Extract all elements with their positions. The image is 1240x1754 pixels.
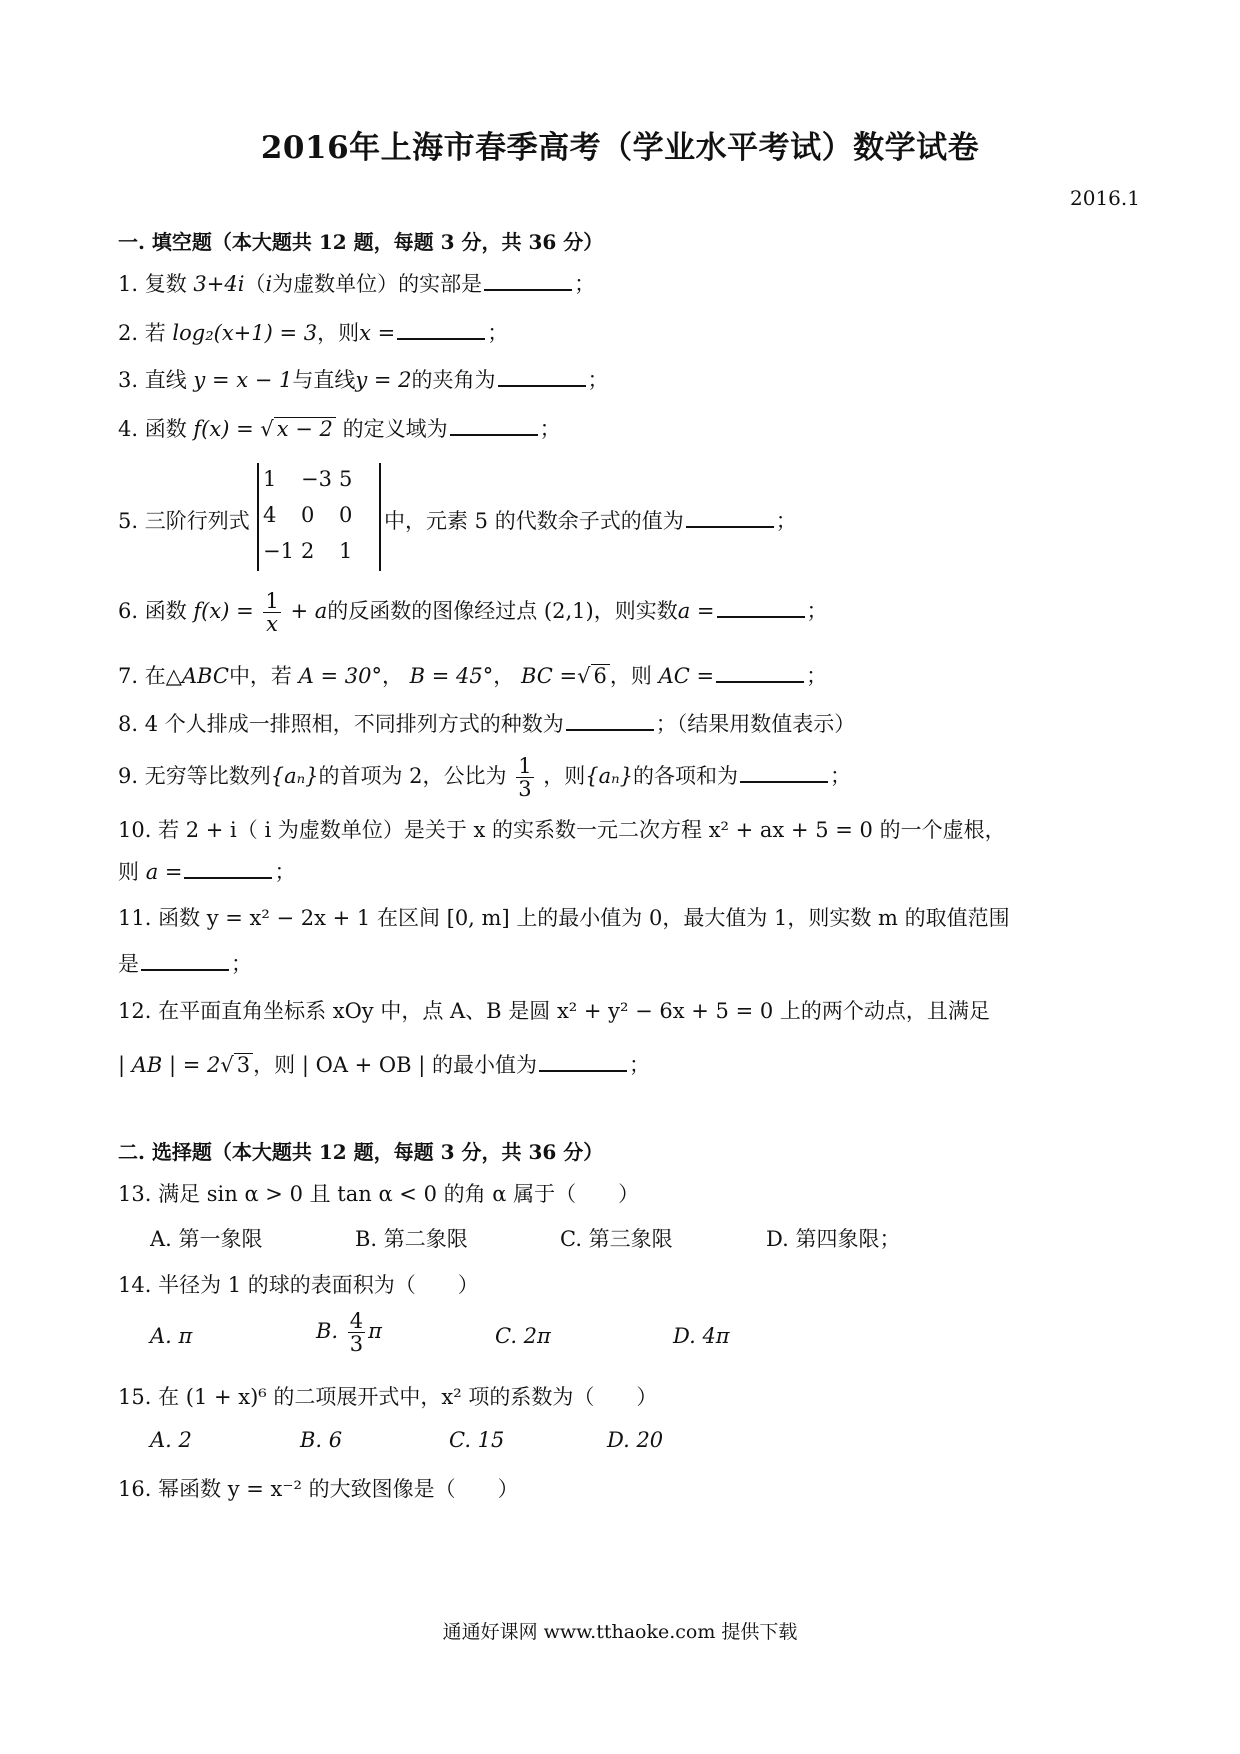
question-4 (118, 413, 561, 443)
q2-mid: ，则 (317, 321, 360, 345)
q11-end: ； (231, 952, 252, 976)
fraction-numerator: 4 (349, 1309, 364, 1333)
answer-blank (397, 320, 485, 340)
q3-mid: 与直线 (292, 368, 356, 392)
det-cell: 2 (301, 539, 315, 563)
exam-date: 2016.1 (1070, 186, 1140, 210)
q9-text: 的各项和为 (633, 764, 739, 788)
q4-text: 的定义域为 (342, 417, 448, 441)
fraction (516, 755, 533, 800)
q5-end: ； (775, 509, 797, 533)
question-14: 14. 半径为 1 的球的表面积为（ ） (118, 1273, 479, 1297)
determinant (257, 463, 381, 571)
option-a: A. 2 (150, 1428, 192, 1452)
q6-expr: f(x) = (193, 599, 254, 623)
answer-blank (484, 271, 572, 291)
fraction-denominator: x (266, 612, 278, 636)
q1-i: i (265, 272, 273, 296)
fraction-denominator: 3 (518, 777, 532, 801)
q7-bc: BC = (520, 664, 578, 688)
question-16: 16. 幂函数 y = x⁻² 的大致图像是（ ） (118, 1477, 519, 1501)
page-title: 2016年上海市春季高考（学业水平考试）数学试卷 (260, 130, 980, 166)
q7-mid: 中，若 (228, 664, 292, 688)
q1-expr: 3+4i (193, 272, 245, 296)
det-cell: −3 (301, 467, 332, 491)
question-3 (118, 364, 609, 394)
option-d: D. 第四象限； (766, 1227, 901, 1251)
q2-expr: log₂(x+1) = 3 (172, 321, 318, 345)
question-7: 7. 在△ABC中，若 A = 30°， B = 45°， BC =√ 6 ，则 AC = ； (118, 664, 828, 688)
determinant-row (263, 539, 375, 569)
answer-blank (686, 508, 774, 528)
determinant-row (263, 467, 375, 497)
q7-radicand: 6 (591, 664, 610, 687)
answer-blank (740, 763, 828, 783)
question-1 (118, 268, 595, 298)
fraction (348, 1310, 365, 1355)
q8-text: 8. 4 个人排成一排照相，不同排列方式的种数为 (118, 712, 564, 736)
option-b: B. 第二象限 (355, 1227, 468, 1251)
sqrt-sign: √ (260, 417, 274, 441)
q10-prefix: 则 (118, 860, 139, 884)
q3-prefix: 3. 直线 (118, 368, 187, 392)
question-8 (118, 708, 855, 738)
q6-plus: + a (290, 599, 328, 623)
det-cell: 0 (301, 503, 315, 527)
q2-prefix: 2. 若 (118, 321, 166, 345)
q6-text: 的反函数的图像经过点 (2,1)，则实数 (327, 599, 678, 623)
q12-prefix: | AB | = 2 (118, 1053, 221, 1077)
q9-mid2: ，则 (543, 764, 586, 788)
question-6 (118, 590, 828, 635)
q7-angle-a: A = 30° (298, 664, 382, 688)
det-cell: 0 (339, 503, 353, 527)
q9-seq: {aₙ} (270, 764, 319, 788)
answer-blank (539, 1052, 627, 1072)
q2-var: x = (359, 321, 396, 345)
option-b (316, 1310, 382, 1355)
answer-blank (566, 711, 654, 731)
q3-expr1: y = x − 1 (193, 368, 293, 392)
answer-blank (716, 663, 804, 683)
answer-blank (717, 598, 805, 618)
det-cell: 5 (339, 467, 353, 491)
q7-ac: AC = (658, 664, 715, 688)
fraction-numerator: 1 (518, 754, 532, 778)
fraction (263, 590, 280, 635)
q2-end: ； (487, 321, 509, 345)
sqrt-sign: √ (577, 664, 591, 688)
q6-prefix: 6. 函数 (118, 599, 187, 623)
q1-paren: （ (244, 272, 266, 296)
option-a: A. π (150, 1324, 193, 1348)
question-9 (118, 755, 851, 800)
question-12-line2 (118, 1049, 650, 1079)
det-cell: 1 (339, 539, 353, 563)
q4-end: ； (539, 417, 561, 441)
q12-text: ，则 | OA + OB | 的最小值为 (253, 1053, 537, 1077)
q3-expr2: y = 2 (355, 368, 412, 392)
fraction-numerator: 1 (265, 589, 279, 613)
option-d: D. 4π (673, 1324, 730, 1348)
sqrt-sign: √ (220, 1053, 234, 1077)
q14-options (150, 1310, 850, 1370)
det-cell: 4 (263, 503, 277, 527)
q11-prefix: 是 (118, 952, 139, 976)
determinant-row (263, 503, 375, 533)
question-13: 13. 满足 sin α > 0 且 tan α < 0 的角 α 属于（ ） (118, 1182, 640, 1206)
question-11-line2 (118, 948, 252, 978)
answer-blank (450, 416, 538, 436)
answer-blank (184, 859, 272, 879)
q4-expr: f(x) = (193, 417, 254, 441)
q7-prefix: 7. 在△ (118, 664, 182, 688)
q12-end: ； (629, 1053, 650, 1077)
q13-options (150, 1223, 950, 1253)
answer-blank (498, 367, 586, 387)
q7-triangle: ABC (181, 664, 229, 688)
q9-end: ； (830, 764, 852, 788)
option-b: B. 6 (300, 1428, 343, 1452)
option-d: D. 20 (607, 1428, 664, 1452)
q1-end: ； (574, 272, 596, 296)
section1-heading: 一. 填空题（本大题共 12 题，每题 3 分，共 36 分） (118, 230, 604, 254)
q6-end: ； (806, 599, 828, 623)
q7-text: ，则 (609, 664, 652, 688)
question-10-line1: 10. 若 2 + i（ i 为虚数单位）是关于 x 的实系数一元二次方程 x² + ax + 5 = 0 的一个虚根， (118, 818, 1006, 842)
det-cell: 1 (263, 467, 277, 491)
q9-seq2: {aₙ} (585, 764, 634, 788)
q3-end: ； (587, 368, 609, 392)
q9-mid: 的首项为 2，公比为 (318, 764, 507, 788)
question-5-prefix: 5. 三阶行列式 (118, 509, 250, 533)
q1-prefix: 1. 复数 (118, 272, 187, 296)
q8-end: ；（结果用数值表示） (655, 712, 856, 736)
q9-prefix: 9. 无穷等比数列 (118, 764, 271, 788)
option-c: C. 2π (495, 1324, 551, 1348)
question-10-line2 (118, 856, 295, 886)
option-a: A. 第一象限 (150, 1227, 263, 1251)
q7-angle-b: B = 45° (409, 664, 494, 688)
q4-radicand: x − 2 (274, 417, 336, 440)
q6-var: a = (677, 599, 715, 623)
q7-end: ； (806, 664, 828, 688)
q5-text: 中，元素 5 的代数余子式的值为 (384, 509, 684, 533)
q12-radicand: 3 (234, 1053, 253, 1076)
det-cell: −1 (263, 539, 294, 563)
question-2 (118, 317, 508, 347)
q10-end: ； (274, 860, 296, 884)
option-b-pi: π (368, 1319, 382, 1343)
footer-source: 通通好课网 www.tthaoke.com 提供下载 (442, 1621, 798, 1643)
question-15: 15. 在 (1 + x)⁶ 的二项展开式中，x² 项的系数为（ ） (118, 1385, 658, 1409)
q4-prefix: 4. 函数 (118, 417, 187, 441)
answer-blank (141, 951, 229, 971)
q15-options (150, 1428, 750, 1458)
q10-var: a = (145, 860, 183, 884)
question-5-suffix (384, 505, 797, 535)
q3-text: 的夹角为 (411, 368, 496, 392)
option-c: C. 第三象限 (560, 1227, 673, 1251)
option-b-label: B. (316, 1319, 339, 1343)
question-12-line1: 12. 在平面直角坐标系 xOy 中，点 A、B 是圆 x² + y² − 6x + 5 = 0 上的两个动点，且满足 (118, 999, 990, 1023)
option-c: C. 15 (449, 1428, 505, 1452)
q1-text: 为虚数单位）的实部是 (272, 272, 483, 296)
fraction-denominator: 3 (349, 1332, 364, 1356)
question-11-line1: 11. 函数 y = x² − 2x + 1 在区间 [0, m] 上的最小值为 0，最大值为 1，则实数 m 的取值范围 (118, 906, 1010, 930)
section2-heading: 二. 选择题（本大题共 12 题，每题 3 分，共 36 分） (118, 1140, 604, 1164)
